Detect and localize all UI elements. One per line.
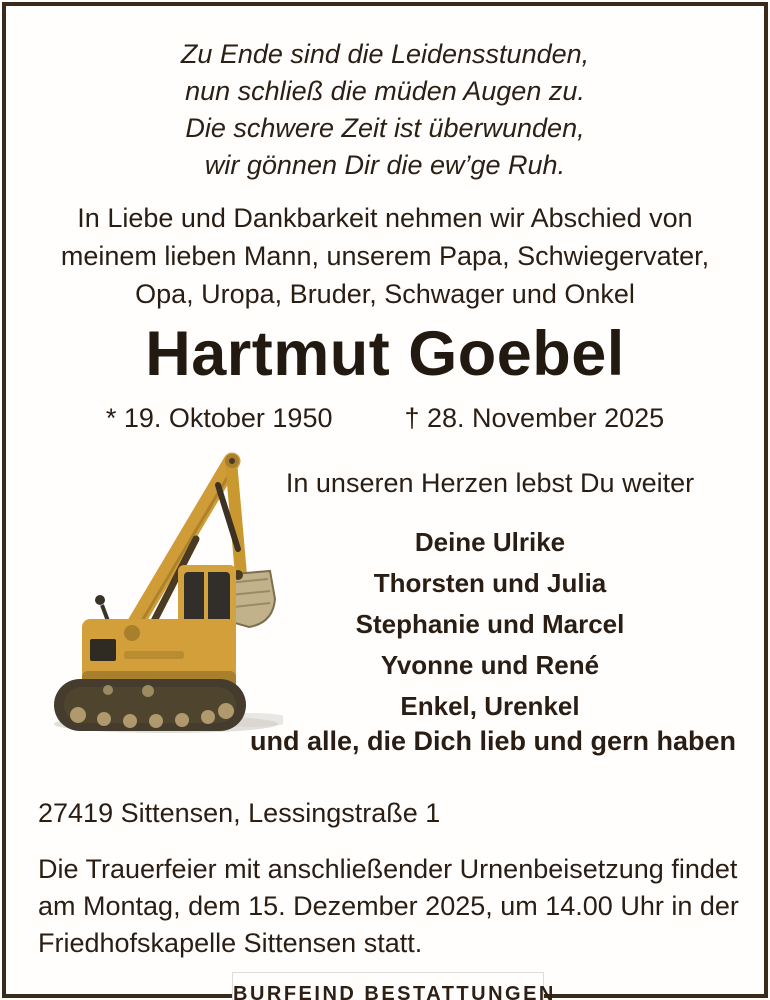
death-date: † 28. November 2025 — [404, 403, 665, 433]
intro-line: meinem lieben Mann, unserem Papa, Schwiegervater, — [60, 241, 710, 271]
life-dates — [0, 403, 770, 434]
funeral-home-logo: BURFEIND BESTATTUNGEN — [232, 972, 544, 1000]
mourner-line: Stephanie und Marcel — [355, 609, 625, 639]
funeral-info-line: am Montag, dem 15. Dezember 2025, um 14.00 Uhr in der — [38, 891, 739, 921]
mourners-list — [250, 522, 730, 727]
intro-paragraph — [0, 199, 770, 313]
mourner-line: Deine Ulrike — [414, 527, 566, 557]
funeral-info — [38, 851, 739, 962]
poem — [0, 36, 770, 184]
poem-line: wir gönnen Dir die ew’ge Ruh. — [204, 150, 566, 180]
excavator-photo — [48, 443, 283, 735]
poem-line: nun schließ die müden Augen zu. — [185, 76, 585, 106]
funeral-info-line: Die Trauerfeier mit anschließender Urnenbeisetzung findet — [38, 854, 738, 884]
birth-date: * 19. Oktober 1950 — [105, 403, 333, 433]
funeral-info-line: Friedhofskapelle Sittensen statt. — [38, 928, 423, 958]
intro-line: In Liebe und Dankbarkeit nehmen wir Abschied von — [77, 203, 693, 233]
mourner-line: Thorsten und Julia — [373, 568, 607, 598]
mourners-closing: und alle, die Dich lieb und gern haben — [250, 726, 737, 756]
intro-line: Opa, Uropa, Bruder, Schwager und Onkel — [135, 279, 635, 309]
deceased-name: Hartmut Goebel — [145, 319, 625, 389]
mourner-line: Enkel, Urenkel — [400, 691, 580, 721]
remembrance-line: In unseren Herzen lebst Du weiter — [285, 468, 695, 498]
address-line: 27419 Sittensen, Lessingstraße 1 — [38, 798, 441, 828]
poem-line: Zu Ende sind die Leidensstunden, — [180, 39, 590, 69]
poem-line: Die schwere Zeit ist überwunden, — [185, 113, 585, 143]
mourner-line: Yvonne und René — [380, 650, 600, 680]
